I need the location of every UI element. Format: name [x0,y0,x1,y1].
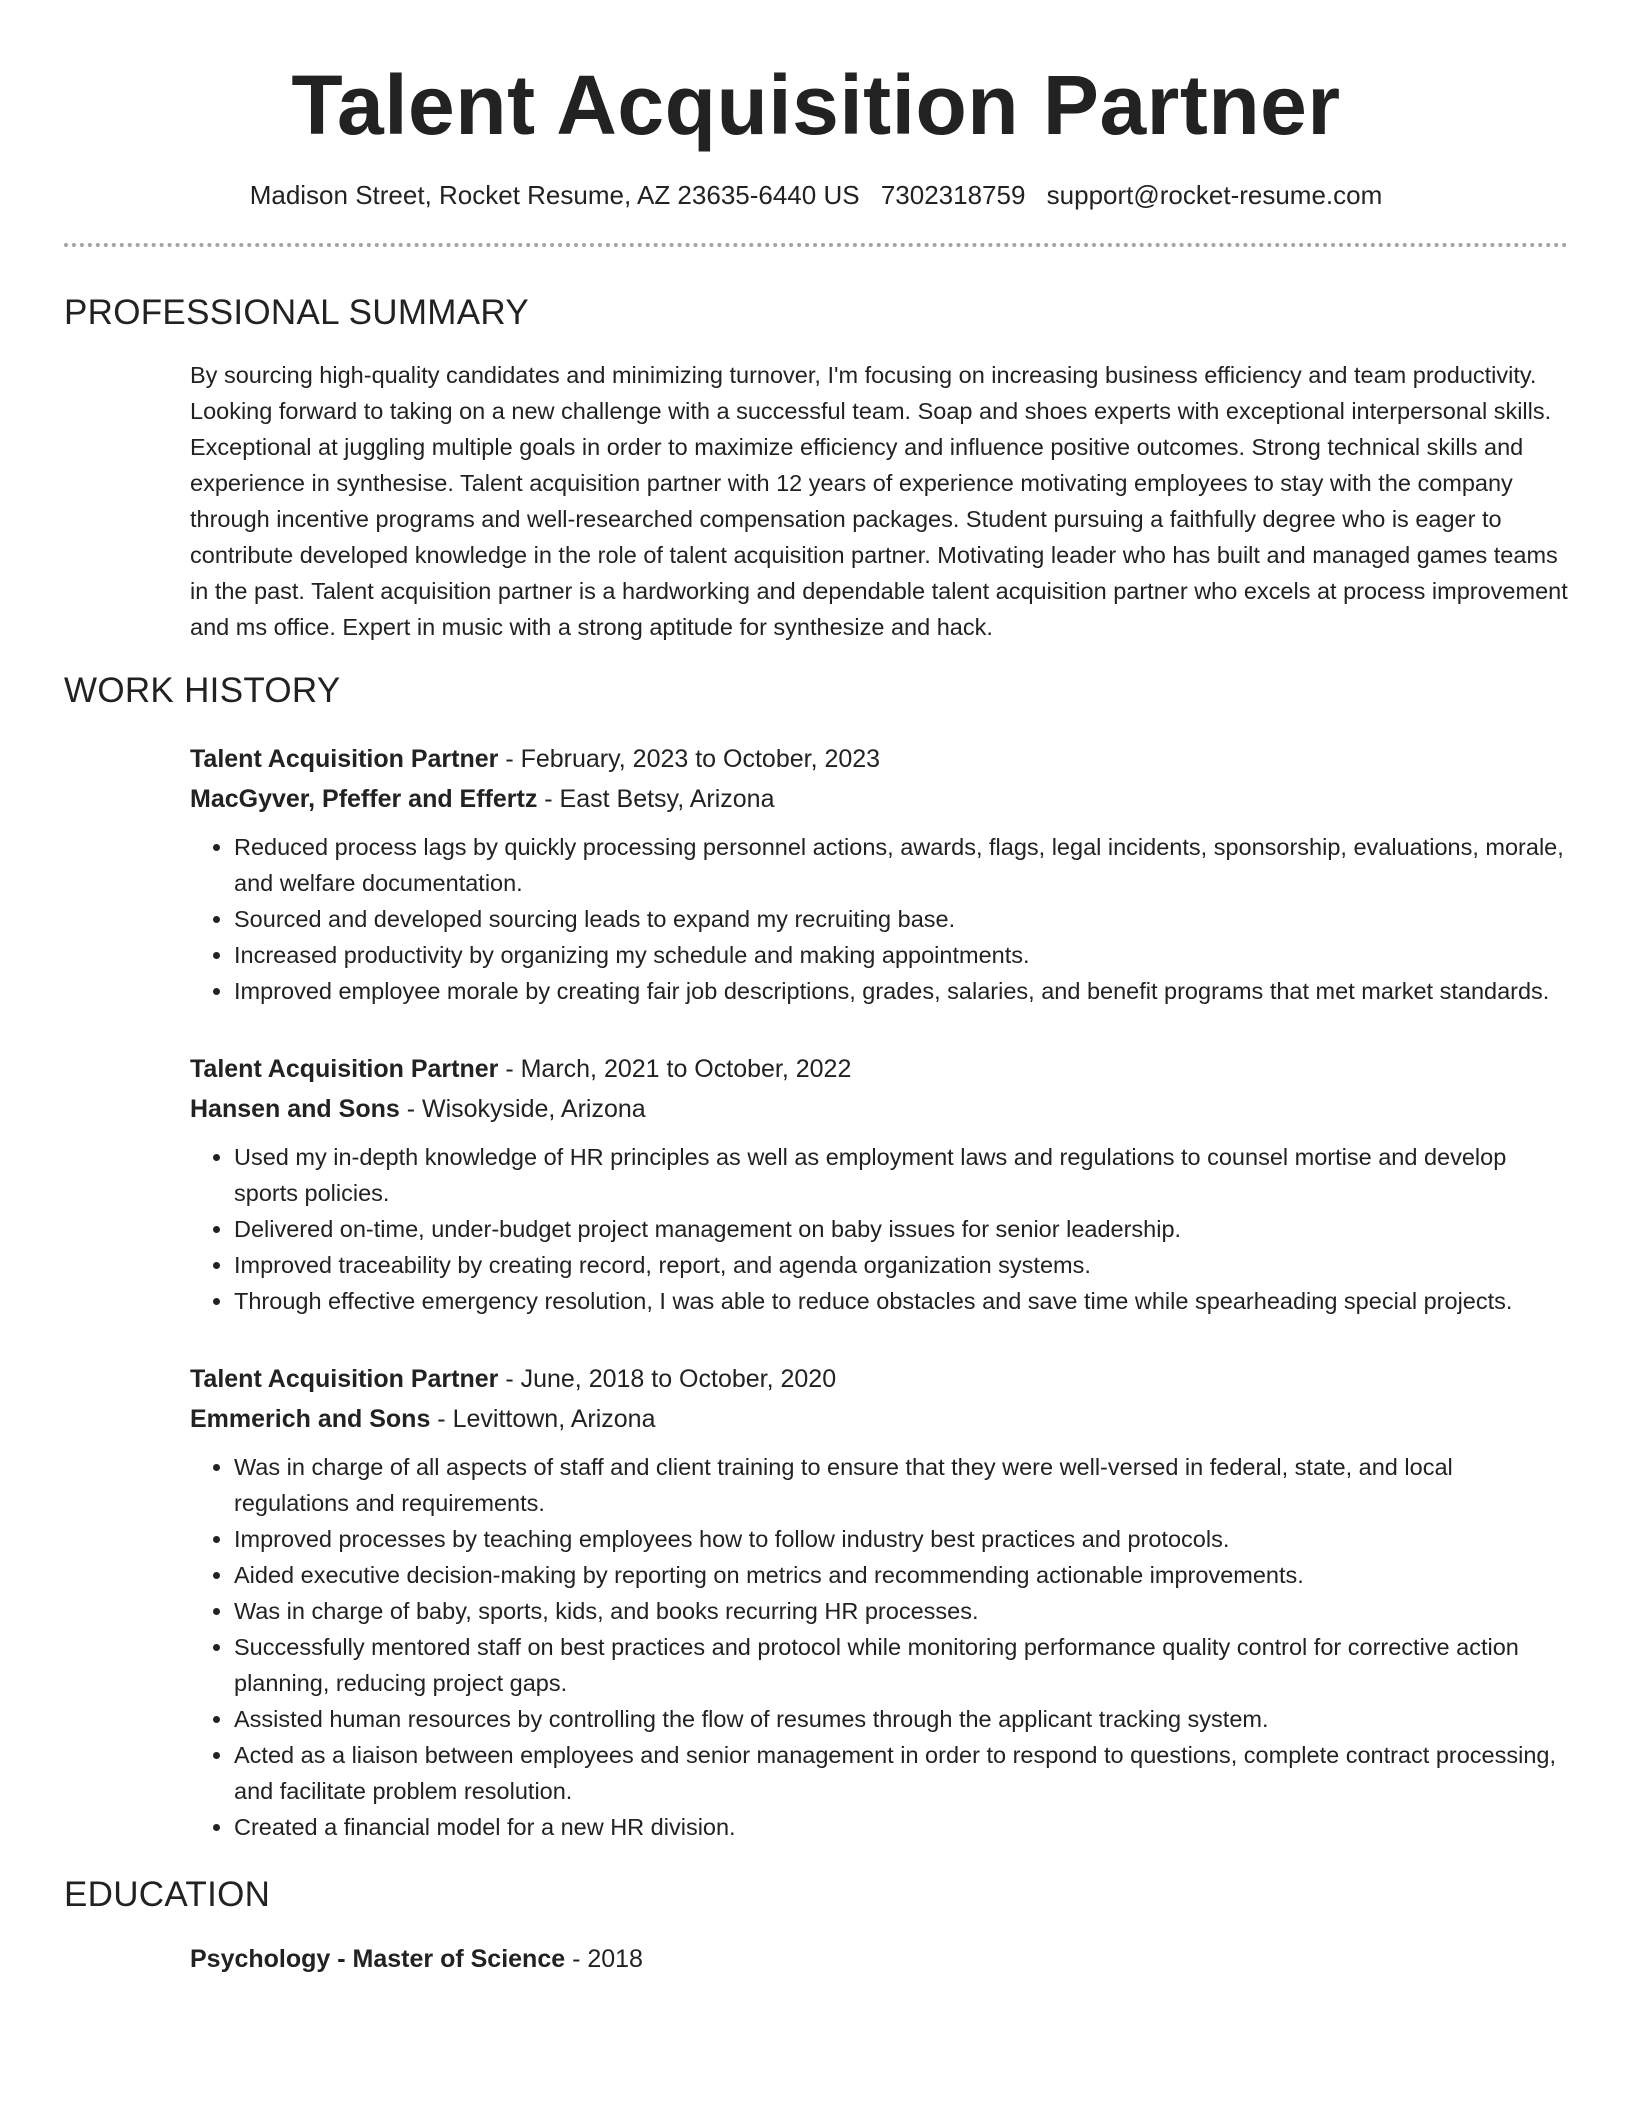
job-title-line [190,1359,1568,1399]
job-entry [190,739,1568,1009]
job-company: Hansen and Sons [190,1095,400,1123]
header-divider [64,243,1568,247]
resume-title: Talent Acquisition Partner [291,58,1341,152]
job-company-line [190,779,1568,819]
job-bullet: • Sourced and developed sourcing leads to expand my recruiting base. [234,901,1568,937]
job-dates: - February, 2023 to October, 2023 [498,745,881,773]
job-location: - Levittown, Arizona [430,1405,656,1433]
job-bullet: • Was in charge of baby, sports, kids, and books recurring HR processes. [234,1593,1568,1629]
job-role: Talent Acquisition Partner [190,1055,499,1083]
job-location: - Wisokyside, Arizona [399,1095,646,1123]
job-bullet: • Improved processes by teaching employees how to follow industry best practices and protocols. [234,1521,1568,1557]
job-company: MacGyver, Pfeffer and Effertz [190,785,538,813]
job-bullet: • Aided executive decision-making by reporting on metrics and recommending actionable improvements. [234,1557,1568,1593]
education-heading: EDUCATION [64,1875,271,1914]
job-entry [190,1049,1568,1319]
summary-heading: PROFESSIONAL SUMMARY [64,293,529,332]
education-degree-line [190,1939,1568,1979]
job-bullet-list [190,1139,1568,1319]
job-location: - East Betsy, Arizona [537,785,775,813]
job-company-line [190,1399,1568,1439]
job-bullet-list [190,829,1568,1009]
job-bullet: • Through effective emergency resolution, I was able to reduce obstacles and save time while spearheading special projects. [234,1283,1568,1319]
job-role: Talent Acquisition Partner [190,1365,499,1393]
job-bullet: • Was in charge of all aspects of staff and client training to ensure that they were well-versed in federal, state, and local regulations and requirements. [234,1449,1568,1521]
job-dates: - June, 2018 to October, 2020 [498,1365,837,1393]
job-bullet: • Reduced process lags by quickly processing personnel actions, awards, flags, legal incidents, sponsorship, evaluations, morale, and welfare documentation. [234,829,1568,901]
job-dates: - March, 2021 to October, 2022 [498,1055,852,1083]
job-bullet-list [190,1449,1568,1845]
contact-phone: 7302318759 [880,180,1026,210]
job-bullet: • Used my in-depth knowledge of HR principles as well as employment laws and regulations to counsel mortise and develop sports policies. [234,1139,1568,1211]
education-degree: Psychology - Master of Science [190,1945,566,1973]
contact-line [64,177,1568,213]
job-bullet: • Increased productivity by organizing my schedule and making appointments. [234,937,1568,973]
job-bullet: • Improved employee morale by creating fair job descriptions, grades, salaries, and benefit programs that met market standards. [234,973,1568,1009]
job-company-line [190,1089,1568,1129]
job-bullet: • Successfully mentored staff on best practices and protocol while monitoring performance quality control for corrective action planning, reducing project gaps. [234,1629,1568,1701]
job-title-line [190,739,1568,779]
summary-text: By sourcing high-quality candidates and minimizing turnover, I'm focusing on increasing business efficiency and team productivity. Looking forward to taking on a new challenge with a successful team. Soap and shoes experts with exceptional interpersonal skills. Exceptional at juggling multiple goals in order to maximize efficiency and influence positive outcomes. Strong technical skills and experience in synthesise. Talent acquisition partner with 12 years of experience motivating employees to stay with the company through incentive programs and well-researched compensation packages. Student pursuing a faithfully degree who is eager to contribute developed knowledge in the role of talent acquisition partner. Motivating leader who has built and managed games teams in the past. Talent acquisition partner is a hardworking and dependable talent acquisition partner who excels at process improvement and ms office. Expert in music with a strong aptitude for synthesize and hack. [190,362,1568,640]
job-bullet: • Delivered on-time, under-budget project management on baby issues for senior leadership. [234,1211,1568,1247]
job-title-line [190,1049,1568,1089]
education-year: - 2018 [565,1945,643,1973]
job-company: Emmerich and Sons [190,1405,431,1433]
contact-address: Madison Street, Rocket Resume, AZ 23635-6440 US [249,180,860,210]
contact-email: support@rocket-resume.com [1046,180,1383,210]
job-role: Talent Acquisition Partner [190,745,499,773]
job-bullet: • Created a financial model for a new HR division. [234,1809,1568,1845]
job-bullet: • Acted as a liaison between employees and senior management in order to respond to questions, complete contract processing, and facilitate problem resolution. [234,1737,1568,1809]
job-bullet: • Improved traceability by creating record, report, and agenda organization systems. [234,1247,1568,1283]
job-entry [190,1359,1568,1845]
work-history-heading: WORK HISTORY [64,671,341,710]
job-bullet: • Assisted human resources by controlling the flow of resumes through the applicant tracking system. [234,1701,1568,1737]
resume-page [64,0,1568,1979]
education-entry [190,1939,1568,1979]
